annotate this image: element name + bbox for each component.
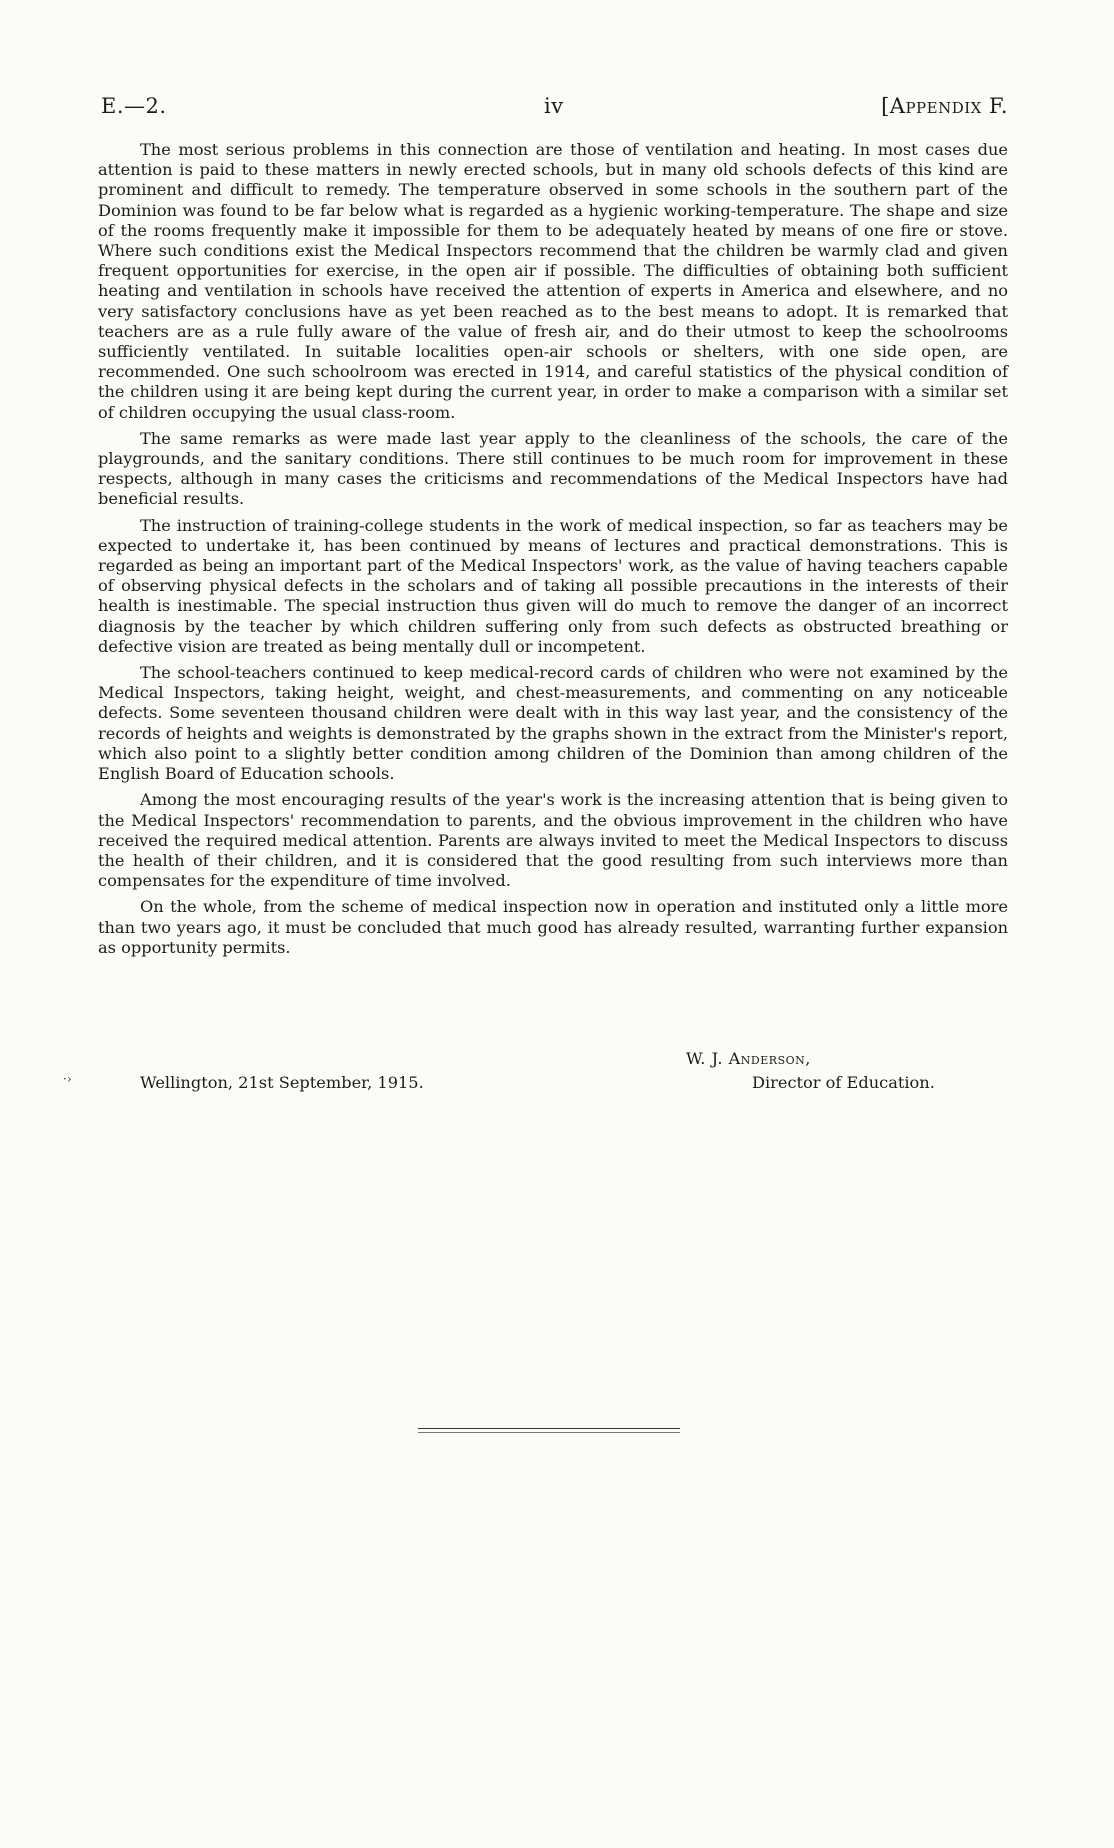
- paragraph-encouraging-results: Among the most encouraging results of the year's work is the increasing attention that is being given to the Medical Inspectors' recommendation to parents, and the obvious improvement in the children who have received the required medical attention. Parents are always invited to meet the Medical Inspectors to discuss the health of their children, and it is considered that the good resulting from such interviews more than compensates for the expenditure of time involved.: [98, 790, 1008, 891]
- paragraph-ventilation: The most serious problems in this connection are those of ventilation and heating. In most cases due attention is paid to these matters in newly erected schools, but in many old schools defects of this kind are prominent and difficult to remedy. The temperature observed in some schools in the southern part of the Dominion was found to be far below what is regarded as a hygienic working-temperature. The shape and size of the rooms frequently make it impossible for them to be adequately heated by means of one fire or stove. Where such conditions exist the Medical Inspectors recommend that the children be warmly clad and given frequent opportunities for exercise, in the open air if possible. The difficulties of obtaining both sufficient heating and ventilation in schools have received the attention of experts in America and elsewhere, and no very satisfactory conclusions have as yet been reached as to the best means to adopt. It is remarked that teachers are as a rule fully aware of the value of fresh air, and do their utmost to keep the schoolrooms sufficiently ventilated. In suitable localities open-air schools or shelters, with one side open, are recommended. One such schoolroom was erected in 1914, and careful statistics of the physical condition of the children using it are being kept during the current year, in order to make a comparison with a similar set of children occupying the usual class-room.: [98, 140, 1008, 422]
- signatory-title: Director of Education.: [752, 1073, 935, 1092]
- place-and-date: Wellington, 21st September, 1915.: [140, 1073, 424, 1092]
- page-header: [101, 94, 1008, 124]
- end-divider-secondary: [418, 1432, 680, 1433]
- appendix-label: [Appendix F.: [881, 94, 1008, 118]
- signatory-name: W. J. Anderson,: [686, 1049, 811, 1068]
- stray-ink-mark: ·›: [63, 1072, 72, 1086]
- signature-block: [98, 1049, 1008, 1099]
- document-code: E.—2.: [101, 94, 167, 118]
- page-number: iv: [544, 94, 564, 118]
- paragraph-conclusion: On the whole, from the scheme of medical inspection now in operation and instituted only a little more than two years ago, it must be concluded that much good has already resulted, warranting further expansion as opportunity permits.: [98, 897, 1008, 957]
- paragraph-training-college: The instruction of training-college students in the work of medical inspection, so far as teachers may be expected to undertake it, has been continued by means of lectures and practical demonstrations. This is regarded as being an important part of the Medical Inspectors' work, as the value of having teachers capable of observing physical defects in the scholars and of taking all possible precautions in the interests of their health is inestimable. The special instruction thus given will do much to remove the danger of an incorrect diagnosis by the teacher by which children suffering only from such defects as obstructed breathing or defective vision are treated as being mentally dull or incompetent.: [98, 515, 1008, 656]
- end-divider: [418, 1428, 680, 1429]
- report-body: [98, 140, 1008, 964]
- paragraph-record-cards: The school-teachers continued to keep medical-record cards of children who were not examined by the Medical Inspectors, taking height, weight, and chest-measurements, and commenting on any noticeable defects. Some seventeen thousand children were dealt with in this way last year, and the consistency of the records of heights and weights is demonstrated by the graphs shown in the extract from the Minister's report, which also point to a slightly better condition among children of the Dominion than among children of the English Board of Education schools.: [98, 663, 1008, 784]
- paragraph-cleanliness: The same remarks as were made last year apply to the cleanliness of the schools, the care of the playgrounds, and the sanitary conditions. There still continues to be much room for improvement in these respects, although in many cases the criticisms and recommendations of the Medical Inspectors have had beneficial results.: [98, 428, 1008, 509]
